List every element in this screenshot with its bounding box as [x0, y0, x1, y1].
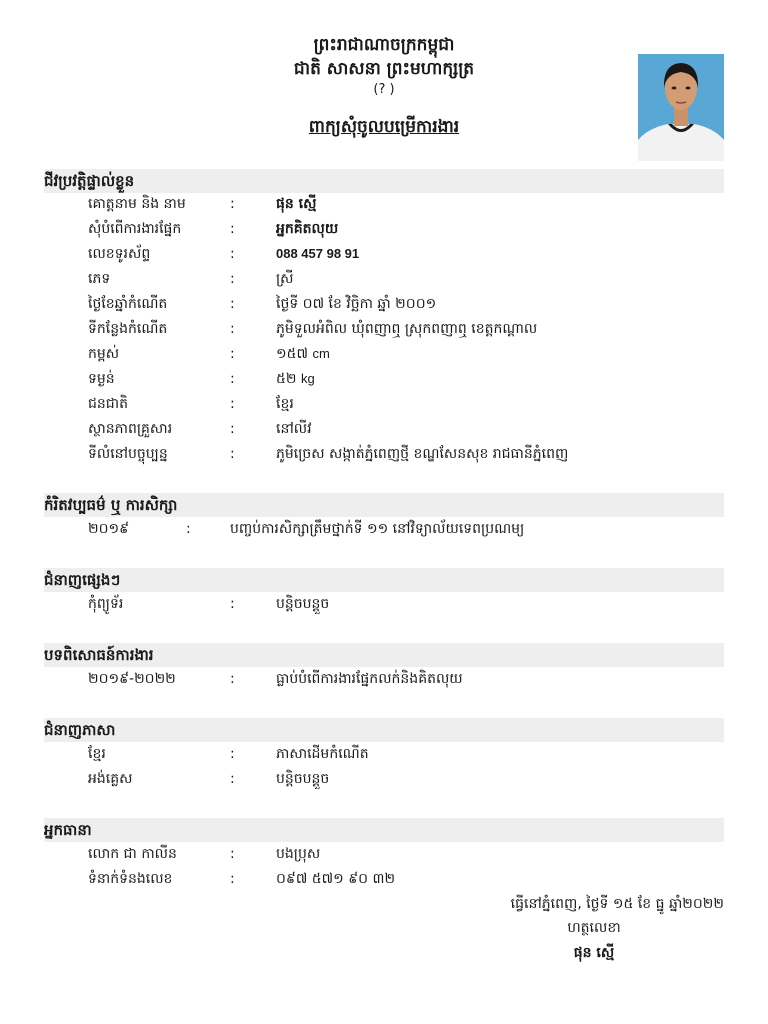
experience-period: ២០១៩-២០២២ [88, 671, 176, 687]
label-gender: ភេទ [88, 271, 111, 287]
guarantor-name: លោក ជា កាលីន [88, 846, 177, 862]
national-motto: ជាតិ សាសនា ព្រះមហាក្សត្រ [293, 59, 475, 79]
colon: : [230, 846, 235, 862]
label-phone: លេខទូរស័ព្ទ [88, 246, 151, 262]
section-education: កំរិតវប្បធម៌ ឬ ការសិក្សា [44, 493, 724, 517]
experience-detail: ធ្លាប់បំពើការងារផ្នែកលក់និងគិតលុយ [276, 671, 463, 687]
label-nationality: ជនជាតិ [88, 396, 128, 412]
label-position: សុំបំពើការងារផ្នែក [88, 221, 182, 237]
label-height: កម្ពស់ [88, 346, 120, 362]
weight-number: ៥២ [276, 371, 297, 387]
colon: : [230, 321, 235, 337]
height-number: ១៥៧ [276, 346, 308, 362]
colon: : [230, 246, 235, 262]
label-computer: កុំព្យូទ័រ [88, 596, 124, 612]
section-skills: ជំនាញផ្សេងៗ [44, 568, 724, 592]
value-birthdate: ថ្ងៃទី ០៧ ខែ វិច្ឆិកា ឆ្នាំ ២០០១ [276, 296, 437, 312]
section-personal: ជីវប្រវត្តិផ្ទាល់ខ្លួន [44, 169, 724, 193]
value-marital-status: នៅលីវ [276, 421, 312, 437]
section-guarantor: អ្នកធានា [44, 818, 724, 842]
portrait-image [638, 54, 724, 161]
colon: : [230, 296, 235, 312]
value-language-english: បន្តិចបន្តួច [276, 771, 330, 787]
value-fullname: ផុន ស្មើ [276, 196, 317, 212]
label-weight: ទម្ងន់ [88, 371, 115, 387]
value-height [276, 343, 330, 365]
label-marital-status: ស្ថានភាពគ្រួសារ [88, 421, 173, 437]
label-birthdate: ថ្ងៃខែឆ្នាំកំណើត [88, 296, 168, 312]
motto-mark: (? ) [373, 82, 395, 97]
value-gender: ស្រី [276, 271, 294, 287]
applicant-photo [638, 54, 724, 161]
label-language-english: អង់គ្លេស [88, 771, 133, 787]
place-and-date: ធ្វើនៅភ្នំពេញ, ថ្ងៃទី ១៥ ខែ ធ្នូ ឆ្នាំ២០២២ [510, 896, 724, 912]
value-computer: បន្តិចបន្តួច [276, 596, 330, 612]
value-position: អ្នកគិតលុយ [276, 221, 339, 237]
value-phone: 088 457 98 91 [276, 246, 360, 261]
education-detail: បញ្ចប់ការសិក្សាត្រឹមថ្នាក់ទី ១១ នៅវិទ្យាល័យទេពប្រណម្យ [230, 521, 525, 537]
colon: : [230, 446, 235, 462]
value-language-khmer: ភាសាដើមកំណើត [276, 746, 369, 762]
height-unit: cm [312, 346, 330, 361]
label-contact-number: ទំនាក់ទំនងលេខ [88, 871, 173, 887]
signature-label: ហត្ថលេខា [567, 920, 621, 936]
colon: : [230, 421, 235, 437]
label-address: ទីលំនៅបច្ចុប្បន្ន [88, 446, 168, 462]
colon: : [230, 196, 235, 212]
colon: : [230, 771, 235, 787]
colon: : [230, 746, 235, 762]
colon: : [230, 221, 235, 237]
colon: : [230, 596, 235, 612]
value-address: ភូមិច្រេស សង្កាត់ភ្នំពេញថ្មី ខណ្ឌសែនសុខ រាជធានីភ្នំពេញ [276, 446, 569, 462]
section-experience: បទពិសោធន៍ការងារ [44, 643, 724, 667]
colon: : [186, 521, 191, 537]
signer-name: ផុន ស្មើ [573, 945, 615, 961]
document-title: ពាក្យសុំចូលបម្រើការងារ [308, 117, 460, 137]
label-birthplace: ទីកន្លែងកំណើត [88, 321, 168, 337]
weight-unit: kg [300, 371, 315, 386]
label-fullname: គោត្តនាម និង នាម [88, 196, 186, 212]
value-contact-number: ០៩៧ ៥៧១ ៩០ ៣២ [276, 871, 396, 887]
colon: : [230, 396, 235, 412]
colon: : [230, 371, 235, 387]
colon: : [230, 671, 235, 687]
colon: : [230, 871, 235, 887]
education-year: ២០១៩ [88, 521, 130, 537]
section-languages: ជំនាញភាសា [44, 718, 724, 742]
guarantor-relation: បងប្រុស [276, 846, 321, 862]
value-nationality: ខ្មែរ [276, 396, 294, 412]
value-weight [276, 368, 315, 390]
colon: : [230, 271, 235, 287]
label-language-khmer: ខ្មែរ [88, 746, 106, 762]
value-birthplace: ភូមិទួលអំពិល ឃុំពញាឮ ស្រុកពញាឮ ខេត្តកណ្តាល [276, 321, 538, 337]
colon: : [230, 346, 235, 362]
kingdom-title: ព្រះរាជាណាចក្រកម្ពុជា [313, 35, 455, 55]
